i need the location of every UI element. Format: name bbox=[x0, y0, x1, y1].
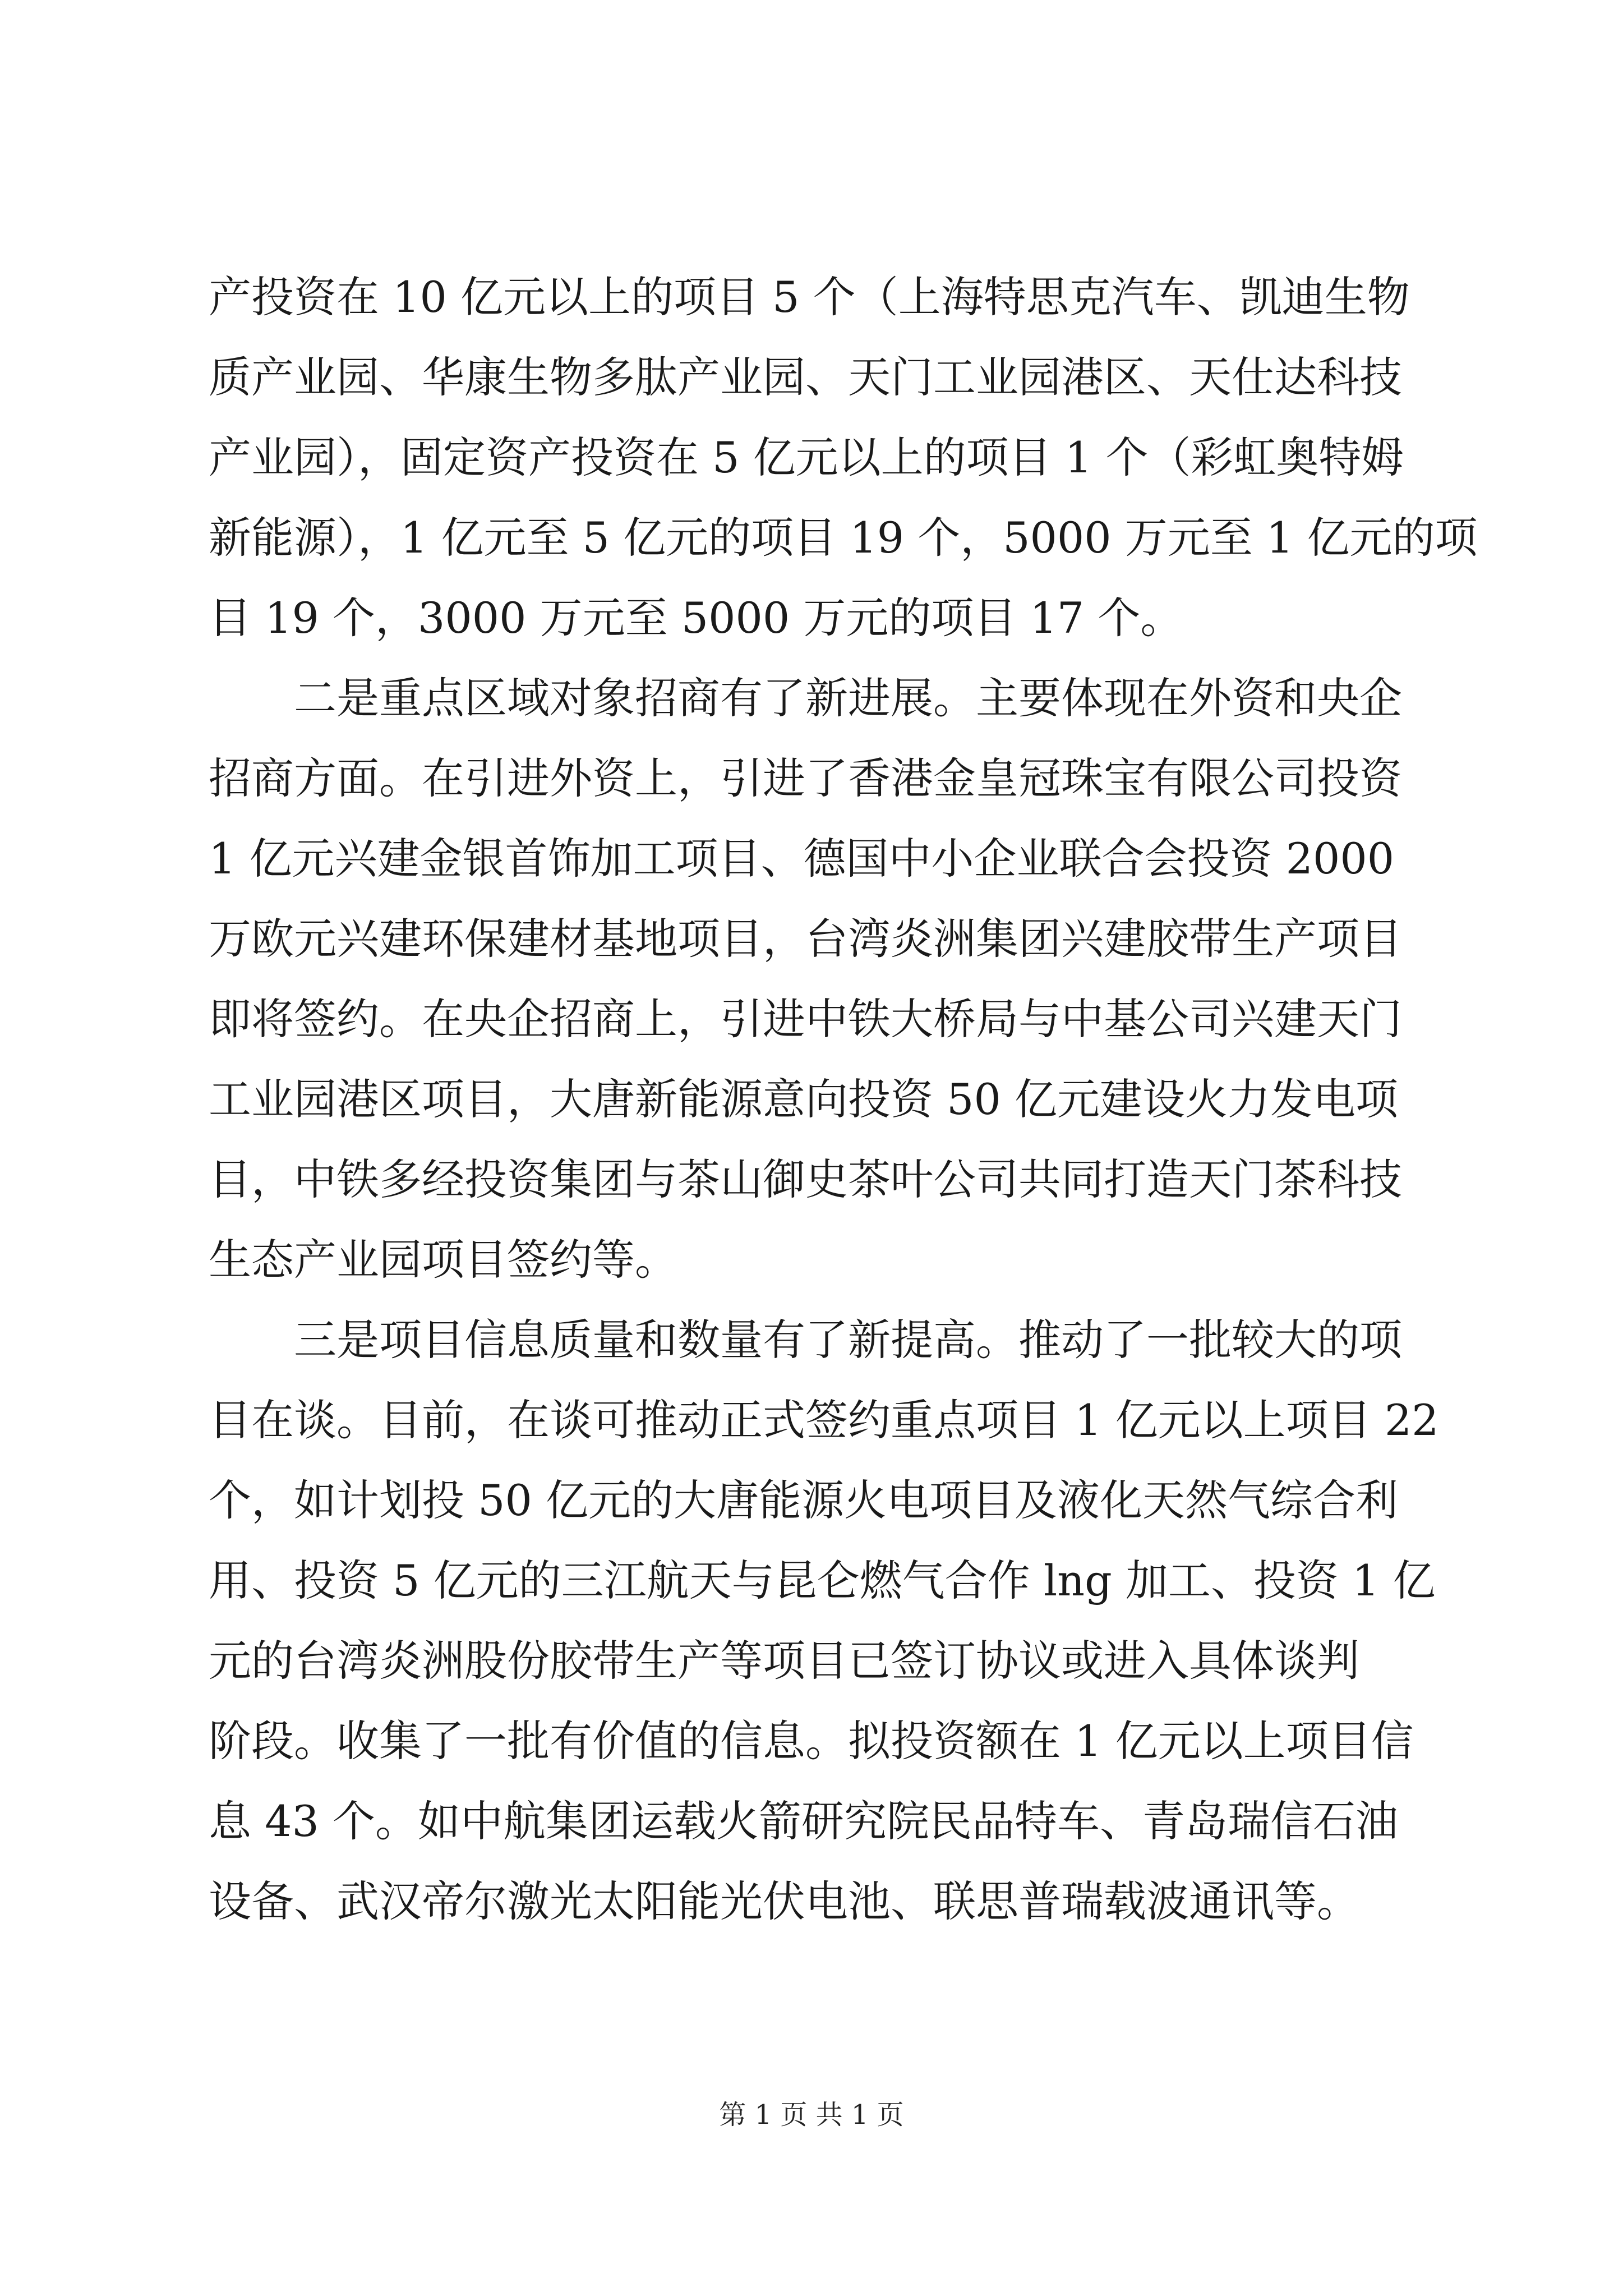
paragraph-3 bbox=[209, 1300, 1439, 1941]
text-line: 质产业园、华康生物多肽产业园、天门工业园港区、天仕达科技 bbox=[209, 352, 1402, 402]
text-line: 二是重点区域对象招商有了新进展。主要体现在外资和央企 bbox=[294, 673, 1402, 723]
text-line: 生态产业园项目签约等。 bbox=[209, 1235, 677, 1285]
paragraph-1 bbox=[209, 257, 1478, 658]
text-line: 目在谈。目前，在谈可推动正式签约重点项目 1 亿元以上项目 22 bbox=[209, 1395, 1439, 1445]
text-line: 三是项目信息质量和数量有了新提高。推动了一批较大的项 bbox=[294, 1315, 1402, 1365]
text-line: 用、投资 5 亿元的三江航天与昆仑燃气合作 lng 加工、投资 1 亿 bbox=[209, 1556, 1436, 1605]
text-line: 目，中铁多经投资集团与茶山御史茶叶公司共同打造天门茶科技 bbox=[209, 1154, 1402, 1204]
text-line: 个，如计划投 50 亿元的大唐能源火电项目及液化天然气综合利 bbox=[209, 1475, 1399, 1525]
text-line: 1 亿元兴建金银首饰加工项目、德国中小企业联合会投资 2000 bbox=[209, 834, 1395, 884]
text-line: 元的台湾炎洲股份胶带生产等项目已签订协议或进入具体谈判 bbox=[209, 1636, 1359, 1686]
text-line: 万欧元兴建环保建材基地项目，台湾炎洲集团兴建胶带生产项目 bbox=[209, 914, 1402, 964]
text-line: 设备、武汉帝尔激光太阳能光伏电池、联思普瑞载波通讯等。 bbox=[209, 1876, 1359, 1926]
page-footer: 第 1 页 共 1 页 bbox=[719, 2099, 904, 2131]
text-line: 目 19 个，3000 万元至 5000 万元的项目 17 个。 bbox=[209, 593, 1183, 643]
text-line: 招商方面。在引进外资上，引进了香港金皇冠珠宝有限公司投资 bbox=[209, 753, 1402, 803]
document-body bbox=[209, 257, 1478, 1941]
text-line: 即将签约。在央企招商上，引进中铁大桥局与中基公司兴建天门 bbox=[209, 994, 1402, 1044]
paragraph-2 bbox=[209, 658, 1420, 1300]
text-line: 产投资在 10 亿元以上的项目 5 个（上海特思克汽车、凯迪生物 bbox=[209, 272, 1410, 322]
text-line: 息 43 个。如中航集团运载火箭研究院民品特车、青岛瑞信石油 bbox=[209, 1796, 1399, 1846]
text-line: 工业园港区项目，大唐新能源意向投资 50 亿元建设火力发电项 bbox=[209, 1074, 1399, 1124]
text-line: 新能源），1 亿元至 5 亿元的项目 19 个，5000 万元至 1 亿元的项 bbox=[209, 513, 1478, 563]
text-line: 产业园），固定资产投资在 5 亿元以上的项目 1 个（彩虹奥特姆 bbox=[209, 432, 1404, 482]
text-line: 阶段。收集了一批有价值的信息。拟投资额在 1 亿元以上项目信 bbox=[209, 1716, 1414, 1766]
